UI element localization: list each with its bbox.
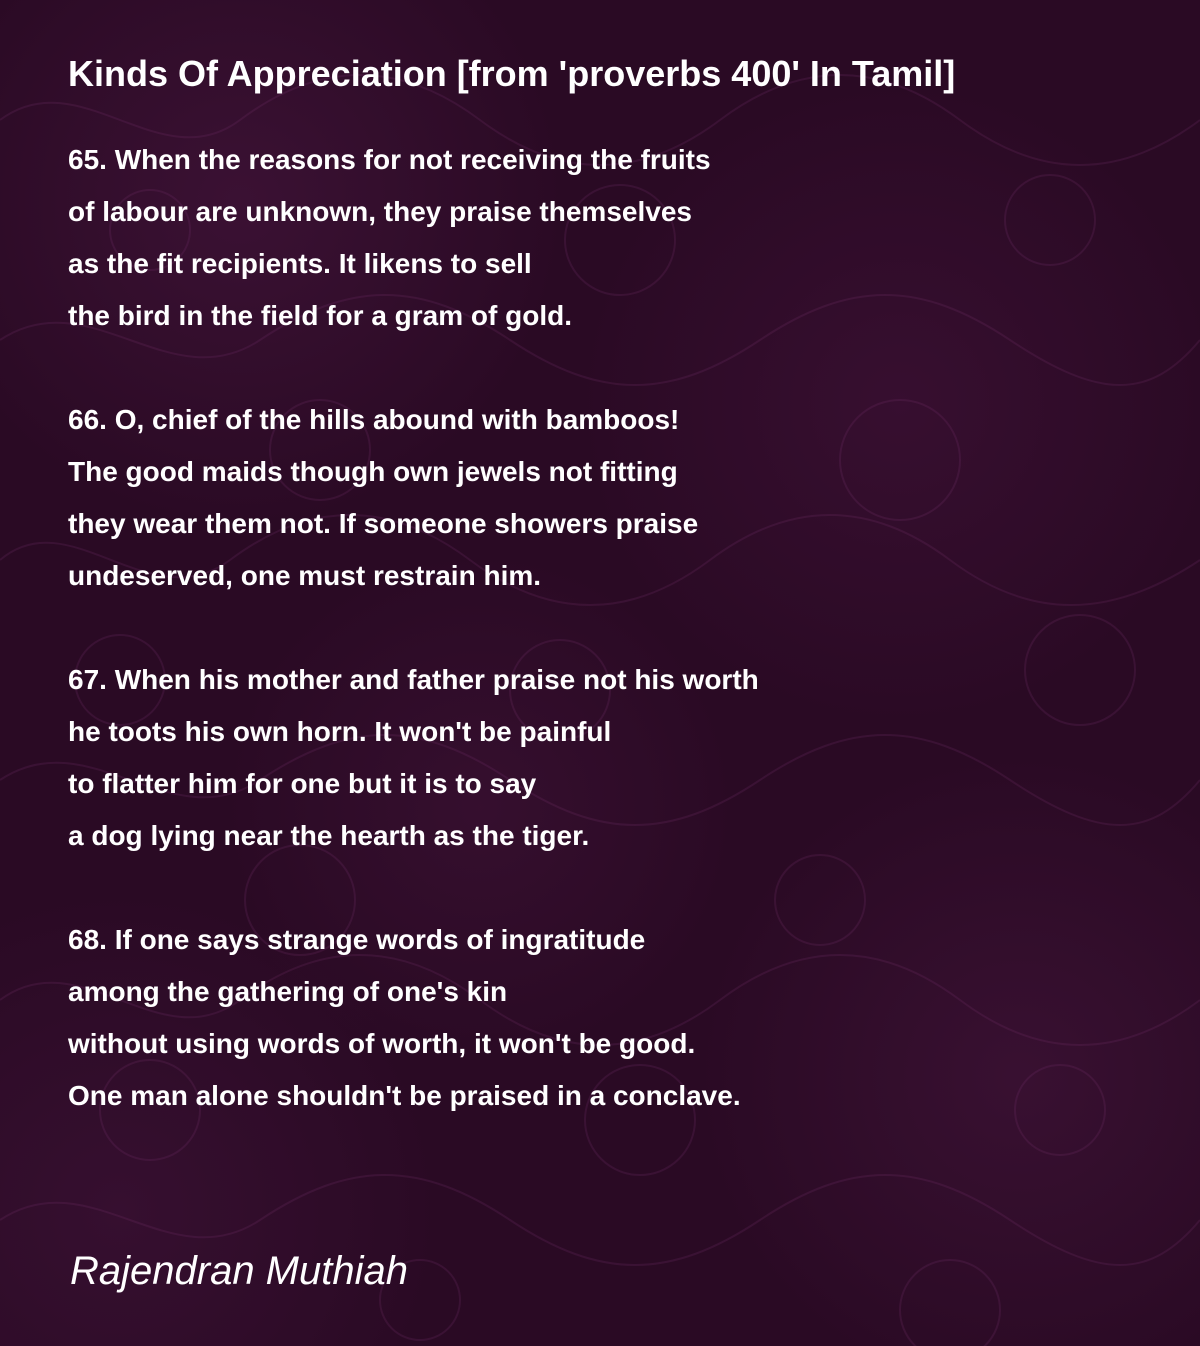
poem-line: The good maids though own jewels not fitting [68,456,678,487]
stanza-65 [68,134,1128,342]
poem-line: a dog lying near the hearth as the tiger. [68,820,590,851]
poem-line: among the gathering of one's kin [68,976,508,1007]
poem-line: 68. If one says strange words of ingratitude [68,924,646,955]
poem-line: he toots his own horn. It won't be painful [68,716,612,747]
poem-line: One man alone shouldn't be praised in a conclave. [68,1080,741,1111]
poem-title: Kinds Of Appreciation [from 'proverbs 400' In Tamil] [68,53,956,94]
stanza-68 [68,914,1128,1122]
poem-line: the bird in the field for a gram of gold. [68,300,572,331]
poem-line: they wear them not. If someone showers praise [68,508,699,539]
poem-body [68,134,1128,1122]
poem-line: 66. O, chief of the hills abound with bamboos! [68,404,680,435]
poem-line: of labour are unknown, they praise themselves [68,196,692,227]
poem-author: Rajendran Muthiah [70,1249,408,1293]
poem-line: without using words of worth, it won't be good. [68,1028,696,1059]
poem-line: to flatter him for one but it is to say [68,768,537,799]
poem-line: as the fit recipients. It likens to sell [68,248,532,279]
poem-line: 67. When his mother and father praise not his worth [68,664,759,695]
poem-line: 65. When the reasons for not receiving the fruits [68,144,711,175]
stanza-66 [68,394,1128,602]
poem-container [68,52,1128,1122]
poem-line: undeserved, one must restrain him. [68,560,542,591]
stanza-67 [68,654,1128,862]
